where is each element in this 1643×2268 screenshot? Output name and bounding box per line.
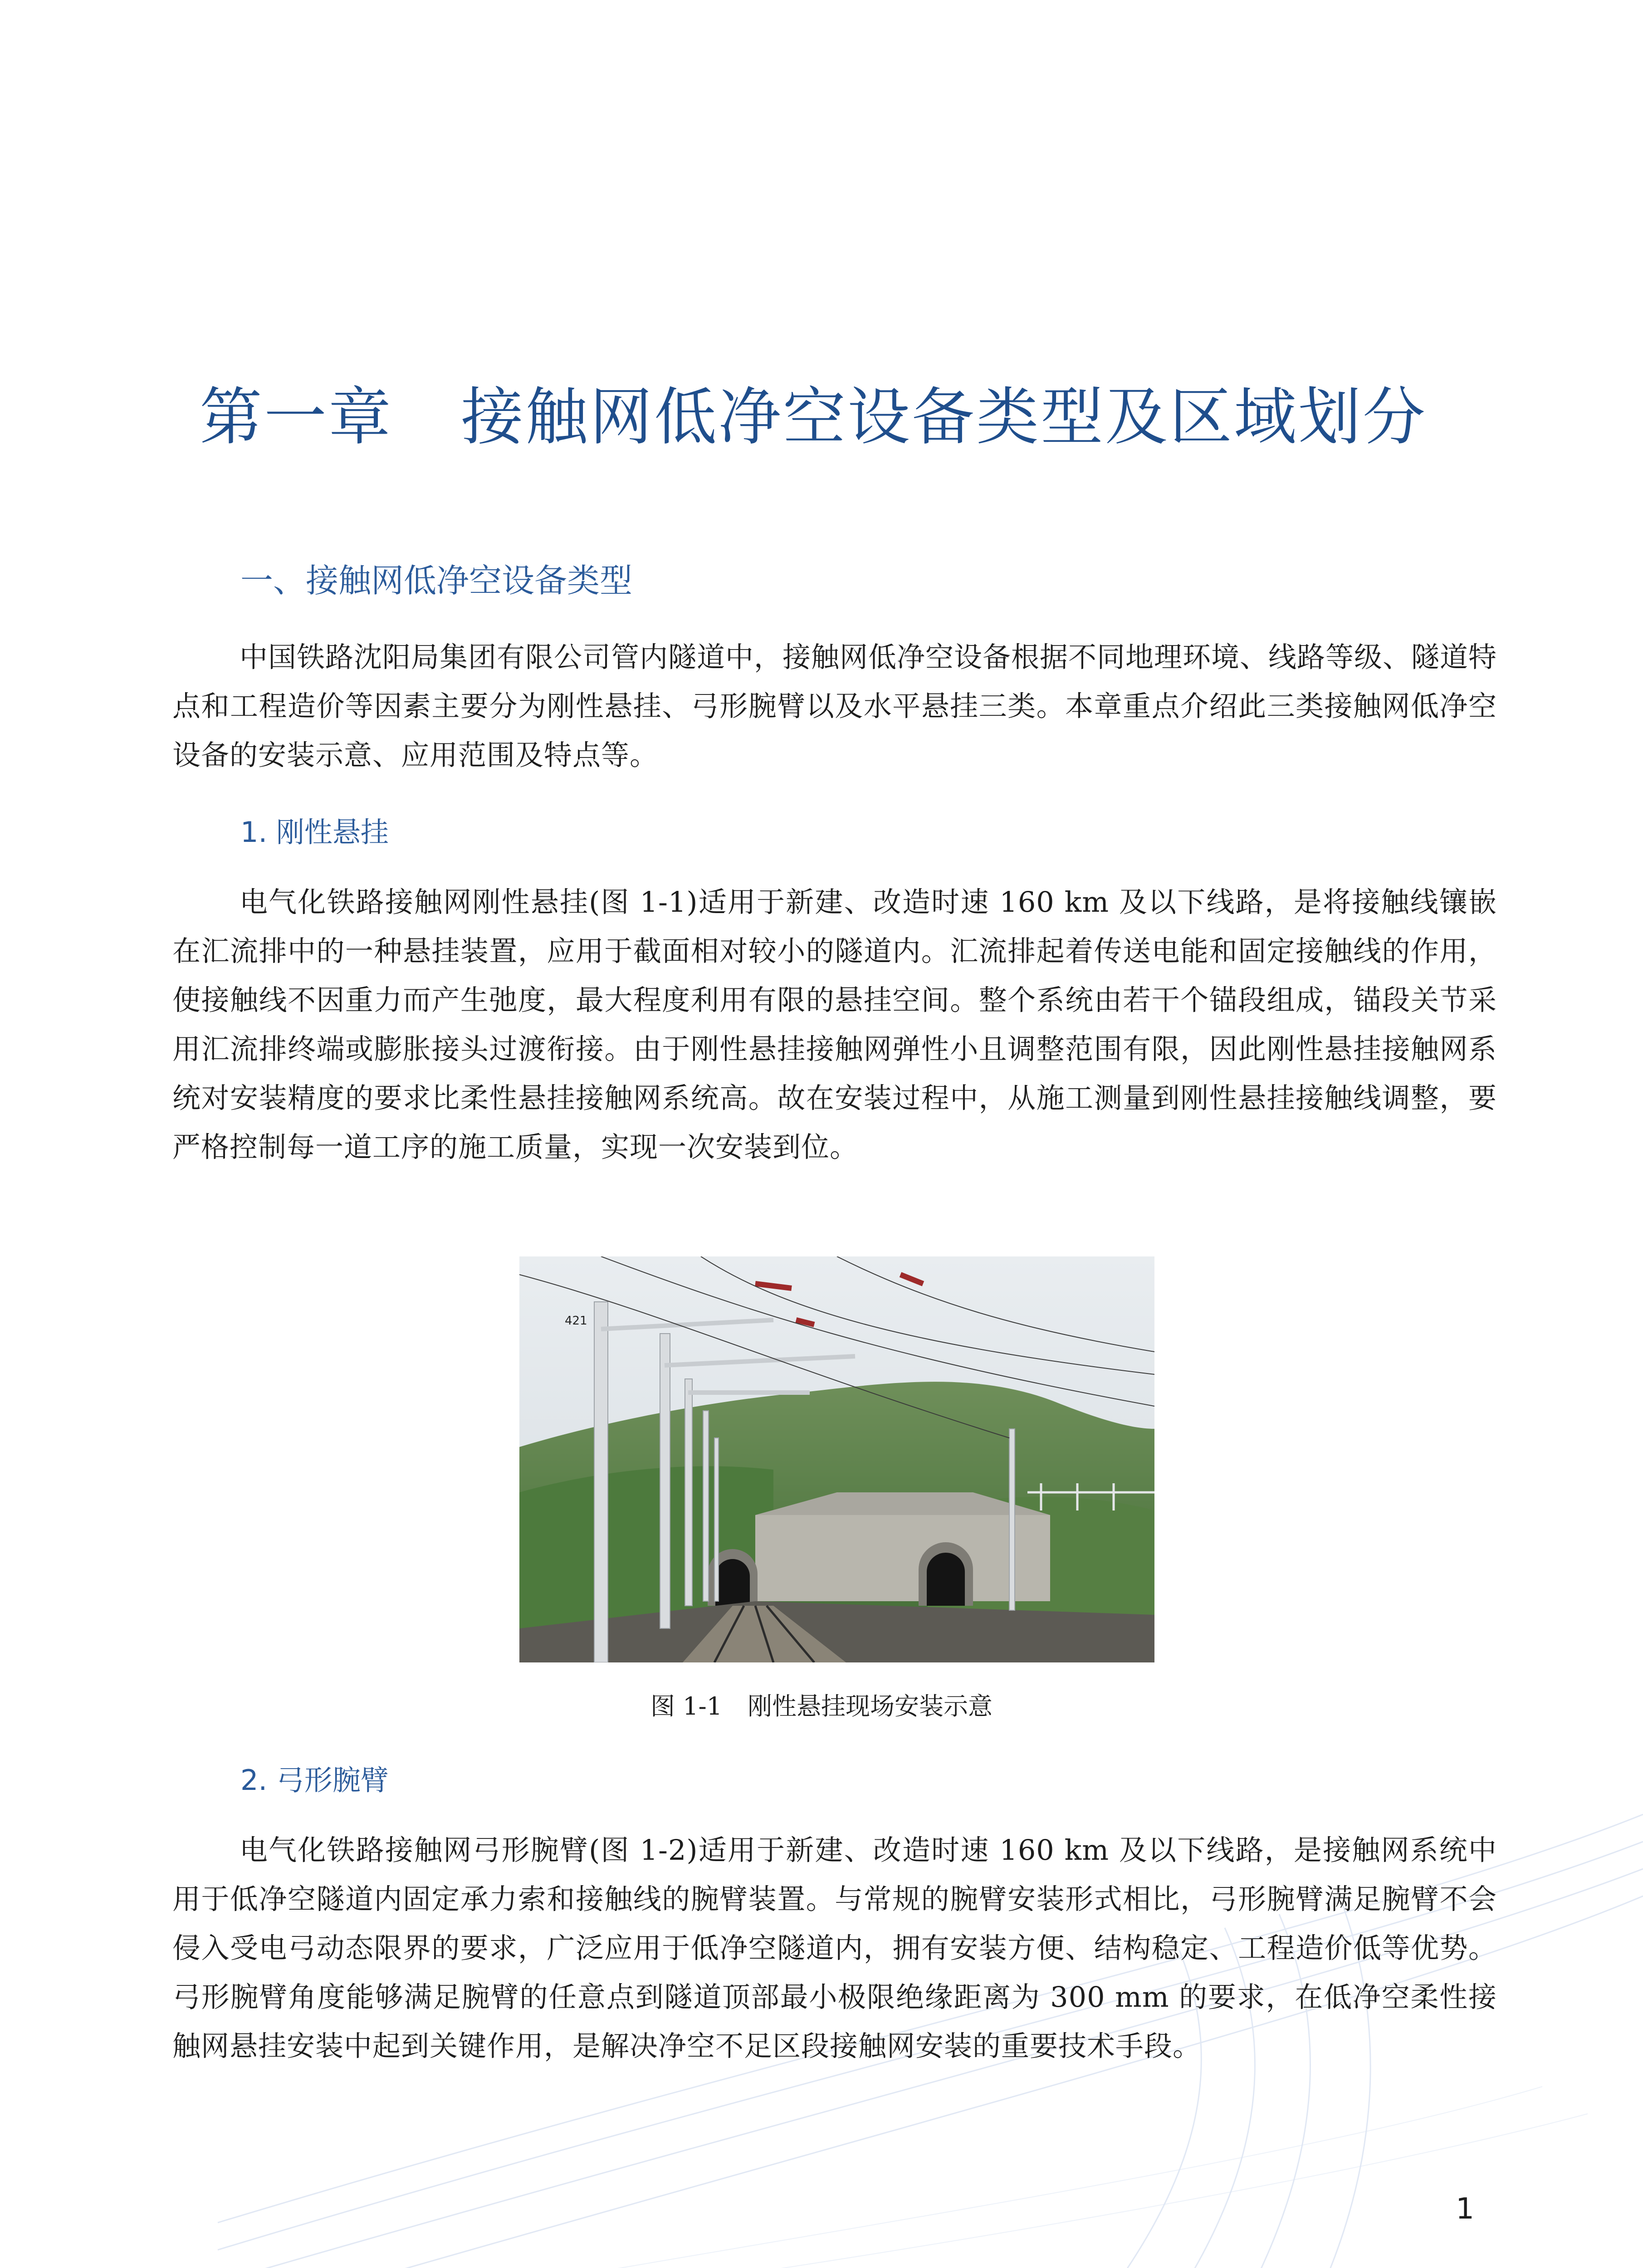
- subsection-heading-rigid: 1. 刚性悬挂: [240, 816, 389, 849]
- page-number: 1: [1456, 2192, 1474, 2226]
- chapter-title: [200, 376, 1452, 458]
- chapter-number: 第一章: [200, 381, 393, 454]
- figure-caption-text: 刚性悬挂现场安装示意: [748, 1692, 993, 1721]
- tunnel-scene-illustration: [519, 1256, 1154, 1662]
- pole-number-label: 421: [565, 1314, 587, 1328]
- subsection-heading-bow-arm: 2. 弓形腕臂: [240, 1764, 389, 1797]
- section-heading: 一、接触网低净空设备类型: [240, 562, 633, 600]
- section-intro-paragraph: 中国铁路沈阳局集团有限公司管内隧道中，接触网低净空设备根据不同地理环境、线路等级、隧道特点和工程造价等因素主要分为刚性悬挂、弓形腕臂以及水平悬挂三类。本章重点介绍此三类接触网低净空设备的安装示意、应用范围及特点等。: [172, 640, 1497, 772]
- figure-caption: [0, 1688, 1643, 1725]
- rigid-suspension-paragraph: 电气化铁路接触网刚性悬挂(图 1-1)适用于新建、改造时速 160 km 及以下线路，是将接触线镶嵌在汇流排中的一种悬挂装置，应用于截面相对较小的隧道内。汇流排起着传送电能和固定接触线的作用，使接触线不因重力而产生弛度，最大程度利用有限的悬挂空间。整个系统由若干个锚段组成，锚段关节采用汇流排终端或膨胀接头过渡衔接。由于刚性悬挂接触网弹性小且调整范围有限，因此刚性悬挂接触网系统对安装精度的要求比柔性悬挂接触网系统高。故在安装过程中，从施工测量到刚性悬挂接触线调整，要严格控制每一道工序的施工质量，实现一次安装到位。: [172, 885, 1497, 1163]
- figure-photo-rigid-suspension: [519, 1256, 1154, 1662]
- figure-number: 图 1-1: [650, 1692, 723, 1721]
- chapter-name: 接触网低净空设备类型及区域划分: [461, 381, 1428, 454]
- bow-arm-paragraph: 电气化铁路接触网弓形腕臂(图 1-2)适用于新建、改造时速 160 km 及以下线路，是接触网系统中用于低净空隧道内固定承力索和接触线的腕臂装置。与常规的腕臂安装形式相比，弓形腕臂满足腕臂不会侵入受电弓动态限界的要求，广泛应用于低净空隧道内，拥有安装方便、结构稳定、工程造价低等优势。弓形腕臂角度能够满足腕臂的任意点到隧道顶部最小极限绝缘距离为 300 mm 的要求，在低净空柔性接触网悬挂安装中起到关键作用，是解决净空不足区段接触网安装的重要技术手段。: [172, 1833, 1497, 2063]
